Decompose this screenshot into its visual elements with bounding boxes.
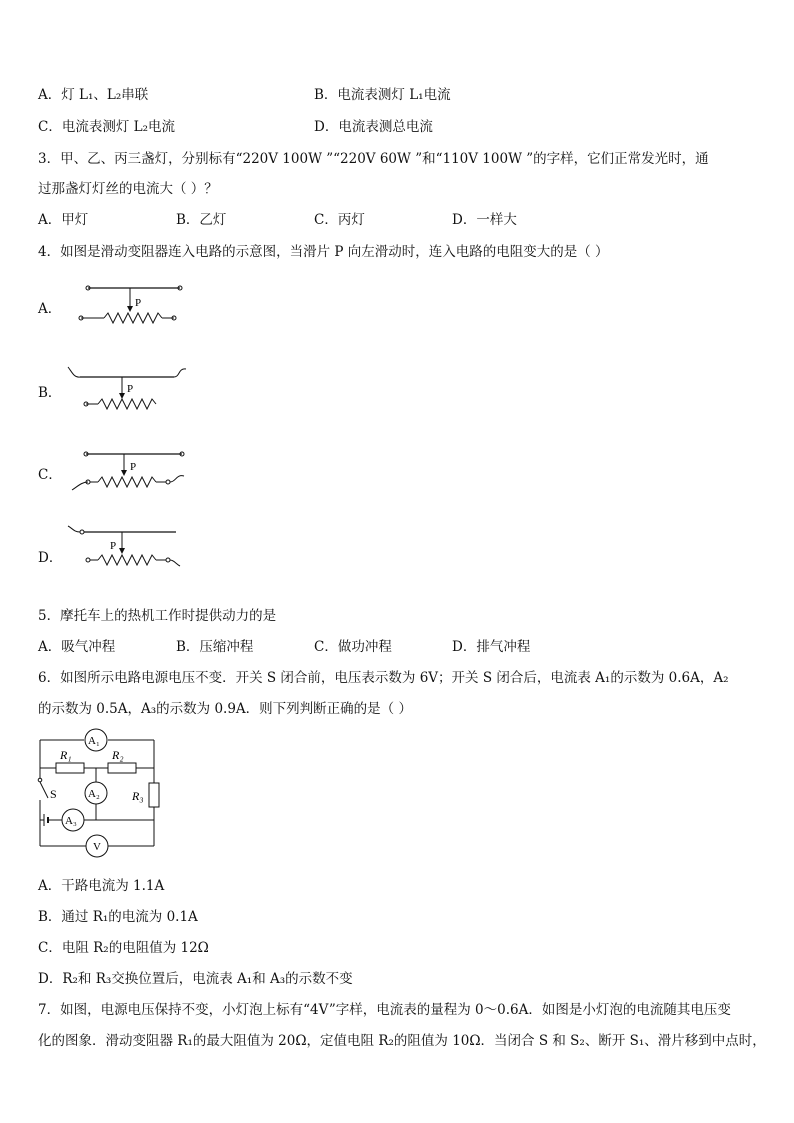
q2-option-a: A．灯 L₁、L₂串联 <box>38 87 149 103</box>
slider-label-p: P <box>130 461 137 473</box>
q4-figure-d <box>66 522 186 572</box>
q4-stem: 4．如图是滑动变阻器连入电路的示意图，当滑片 P 向左滑动时，连入电路的电阻变大的是（ ） <box>38 244 609 260</box>
ammeter-a1-label: A₁ <box>88 735 100 747</box>
q3-option-b: B．乙灯 <box>176 212 227 228</box>
ammeter-a2-label: A₂ <box>88 788 100 800</box>
q5-option-c: C．做功冲程 <box>314 639 392 655</box>
slider-label-p: P <box>127 383 134 395</box>
q4-option-c-label: C． <box>38 467 62 483</box>
q3-option-d: D．一样大 <box>452 212 517 228</box>
q4-option-d-label: D． <box>38 550 63 566</box>
q4-figure-c <box>70 446 190 496</box>
q6-stem-line2: 的示数为 0.5A，A₃的示数为 0.9A．则下列判断正确的是（ ） <box>38 701 412 717</box>
voltmeter-v-label: V <box>93 841 101 853</box>
q3-stem-line2: 过那盏灯灯丝的电流大（ ）？ <box>38 181 218 197</box>
slider-label-p: P <box>110 540 117 552</box>
q3-stem-line1: 3．甲、乙、丙三盏灯，分别标有“220V 100W ”“220V 60W ”和“110V 100W ”的字样，它们正常发光时，通 <box>38 151 709 167</box>
q6-option-b: B．通过 R₁的电流为 0.1A <box>38 909 198 925</box>
q6-option-a: A．干路电流为 1.1A <box>38 878 165 894</box>
q7-stem-line1: 7．如图，电源电压保持不变，小灯泡上标有“4V”字样，电流表的量程为 0～0.6A．如图是小灯泡的电流随其电压变 <box>38 1002 731 1018</box>
q4-figure-b <box>66 364 191 414</box>
resistor-r3-label: R₃ <box>132 789 144 803</box>
q6-option-d: D．R₂和 R₃交换位置后，电流表 A₁和 A₃的示数不变 <box>38 971 353 987</box>
q4-option-a-label: A． <box>38 301 62 317</box>
q3-option-c: C．丙灯 <box>314 212 365 228</box>
resistor-r2-label: R₂ <box>112 748 124 762</box>
q5-stem: 5．摩托车上的热机工作时提供动力的是 <box>38 608 277 624</box>
resistor-r1-label: R₁ <box>60 748 72 762</box>
q2-option-d: D．电流表测总电流 <box>314 119 433 135</box>
q2-option-c: C．电流表测灯 L₂电流 <box>38 119 175 135</box>
q6-option-c: C．电阻 R₂的电阻值为 12Ω <box>38 940 209 956</box>
ammeter-a3-label: A₃ <box>65 815 77 827</box>
switch-s-label: S <box>50 787 57 801</box>
q5-option-b: B．压缩冲程 <box>176 639 254 655</box>
q5-option-a: A．吸气冲程 <box>38 639 116 655</box>
q4-option-b-label: B． <box>38 385 62 401</box>
q2-option-b: B．电流表测灯 L₁电流 <box>314 87 451 103</box>
q6-circuit-diagram <box>36 726 166 861</box>
slider-label-p: P <box>135 297 142 309</box>
q7-stem-line2: 化的图象．滑动变阻器 R₁的最大阻值为 20Ω，定值电阻 R₂的阻值为 10Ω．当闭合 S 和 S₂、断开 S₁、滑片移到中点时， <box>38 1033 766 1049</box>
q5-option-d: D．排气冲程 <box>452 639 531 655</box>
q6-stem-line1: 6．如图所示电路电源电压不变．开关 S 闭合前，电压表示数为 6V；开关 S 闭合后，电流表 A₁的示数为 0.6A，A₂ <box>38 670 729 686</box>
q4-figure-a <box>76 280 186 328</box>
q3-option-a: A．甲灯 <box>38 212 89 228</box>
